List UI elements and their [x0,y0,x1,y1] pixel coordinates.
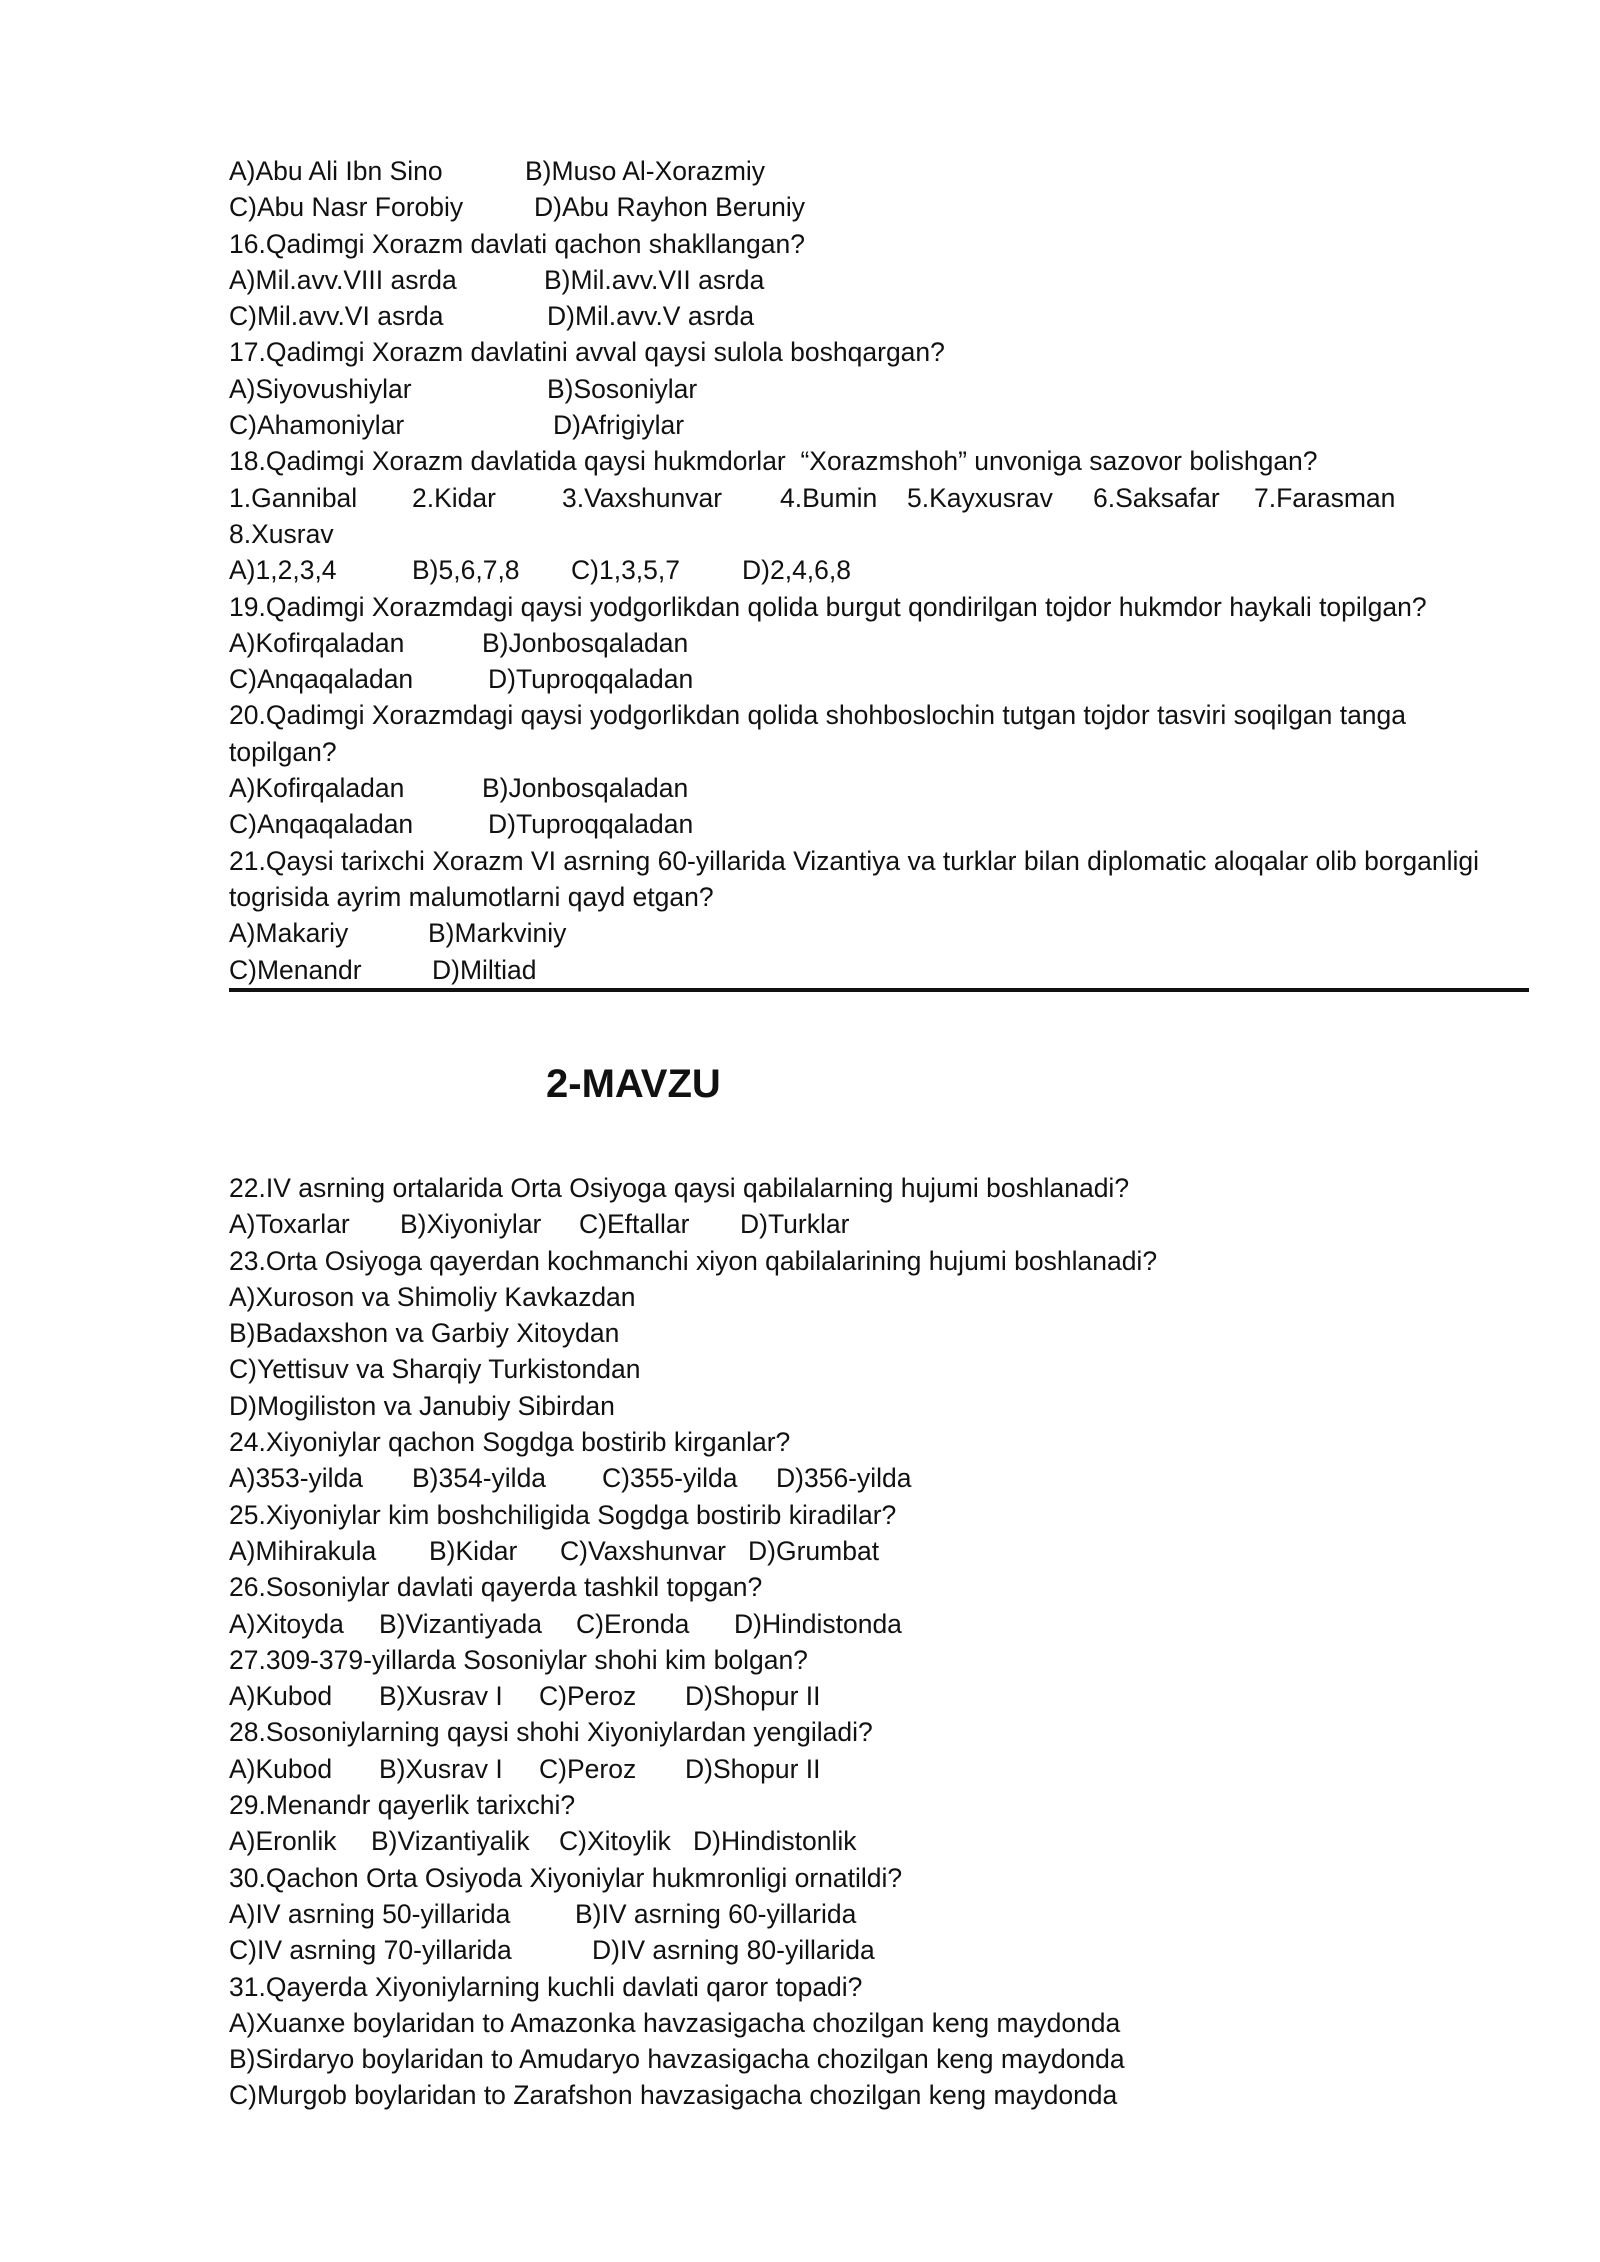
answer-option: 3.Vaxshunvar [562,482,723,513]
answer-option: B)Xusrav I [379,1753,503,1784]
text-segment: 18.Qadimgi Xorazm davlatida qaysi hukmdorlar “Xorazmshoh” unvoniga sazovor bolishgan? [229,446,1318,477]
text-line [229,1969,1529,2005]
text-segment: 16.Qadimgi Xorazm davlati qachon shakllangan? [229,228,805,259]
text-segment: 20.Qadimgi Xorazmdagi qaysi yodgorlikdan qolida shohboslochin tutgan tojdor tasviri soqilgan tanga [229,700,1407,731]
answer-option: D)Hindistonda [734,1608,902,1639]
text-line [229,1860,1529,1896]
answer-option: D)356-yilda [776,1463,912,1494]
text-line [229,153,1529,189]
answer-option: 4.Bumin [780,482,878,513]
text-segment: 26.Sosoniylar davlati qayerda tashkil topgan? [229,1572,763,1603]
text-line [229,1170,1529,1206]
section-heading: 2-MAVZU [546,1062,721,1106]
text-line [229,189,1529,225]
answer-option: C)1,3,5,7 [571,555,681,586]
answer-option: D)Shopur II [685,1753,821,1784]
answer-option: D)Mil.avv.V asrda [547,301,755,332]
text-segment: A)Xuanxe boylaridan to Amazonka havzasigacha chozilgan keng maydonda [229,2007,1121,2038]
answer-option: C)IV asrning 70-yillarida [229,1935,512,1966]
answer-option: A)Mihirakula [229,1535,377,1566]
answer-option: B)IV asrning 60-yillarida [575,1898,857,1929]
answer-option: C)Xitoylik [559,1826,671,1857]
text-line [229,2041,1529,2077]
answer-option: B)Muso Al-Xorazmiy [525,156,766,186]
answer-option: A)353-yilda [229,1463,364,1494]
answer-option: B)Vizantiyada [379,1608,543,1639]
text-line [229,1569,1529,1605]
answer-option: A)Mil.avv.VIII asrda [229,264,457,295]
text-segment: 30.Qachon Orta Osiyoda Xiyoniylar hukmronligi ornatildi? [229,1862,903,1893]
answer-option: A)Siyovushiylar [229,373,412,404]
answer-option: B)Jonbosqaladan [482,627,689,658]
text-line [229,952,1529,988]
text-line [229,2077,1529,2113]
answer-option: D)Tuproqqaladan [488,664,694,695]
text-line [229,480,1529,516]
text-line [229,1279,1529,1315]
text-segment: D)Mogiliston va Janubiy Sibirdan [229,1390,615,1421]
answer-option: B)Jonbosqaladan [482,773,689,804]
text-line [229,1606,1529,1642]
answer-option: D)Grumbat [748,1535,880,1566]
answer-option: D)Miltiad [432,954,537,985]
answer-option: D)Shopur II [685,1681,821,1712]
answer-option: B)Vizantiyalik [371,1826,530,1857]
answer-option: C)Menandr [229,954,362,985]
answer-option: A)Kubod [229,1753,333,1784]
answer-option: C)Mil.avv.VI asrda [229,301,444,332]
answer-option: B)Kidar [429,1535,518,1566]
answer-option: B)5,6,7,8 [412,555,520,586]
text-segment: 24.Xiyoniylar qachon Sogdga bostirib kirganlar? [229,1427,791,1458]
answer-option: A)1,2,3,4 [229,555,337,586]
answer-option: D)Tuproqqaladan [488,809,694,840]
answer-option: A)Makariy [229,918,349,949]
answer-option: B)354-yilda [412,1463,547,1494]
text-segment: B)Sirdaryo boylaridan to Amudaryo havzasigacha chozilgan keng maydonda [229,2044,1125,2075]
text-segment: 29.Menandr qayerlik tarixchi? [229,1790,576,1821]
answer-option: C)Peroz [539,1753,637,1784]
answer-option: A)Eronlik [229,1826,337,1857]
text-line [229,1243,1529,1279]
answer-option: D)IV asrning 80-yillarida [592,1935,875,1966]
text-segment: 31.Qayerda Xiyoniylarning kuchli davlati qaror topadi? [229,1971,863,2002]
text-segment: 21.Qaysi tarixchi Xorazm VI asrning 60-yillarida Vizantiya va turklar bilan diplomatic aloqalar olib borganligi [229,845,1480,876]
text-line [229,1932,1529,1968]
text-line [229,1678,1529,1714]
answer-option: D)Hindistonlik [693,1826,857,1857]
text-line [229,262,1529,298]
answer-option: 5.Kayxusrav [907,482,1053,513]
answer-option: C)Eronda [576,1608,690,1639]
text-segment: C)Murgob boylaridan to Zarafshon havzasigacha chozilgan keng maydonda [229,2080,1118,2111]
answer-option: D)Turklar [740,1209,850,1240]
text-line [229,298,1529,334]
answer-option: C)Anqaqaladan [229,809,414,840]
text-segment: B)Badaxshon va Garbiy Xitoydan [229,1318,620,1349]
answer-option: B)Markviniy [428,918,567,949]
answer-option: 2.Kidar [412,482,496,513]
answer-option: C)Anqaqaladan [229,664,414,695]
text-segment: 8.Xusrav [229,518,334,549]
text-line [229,879,1529,915]
text-line [229,1206,1529,1242]
text-line [229,1787,1529,1823]
text-line [229,734,1529,770]
text-line [229,334,1529,370]
section-divider [229,988,1529,992]
answer-option: D)Abu Rayhon Beruniy [534,192,806,223]
text-segment: 28.Sosoniylarning qaysi shohi Xiyoniylardan yengiladi? [229,1717,873,1748]
text-line [229,697,1529,733]
text-segment: 25.Xiyoniylar kim boshchiligida Sogdga bostirib kiradilar? [229,1499,897,1530]
text-line [229,371,1529,407]
text-segment: A)Xuroson va Shimoliy Kavkazdan [229,1281,636,1312]
answer-option: A)Toxarlar [229,1209,350,1240]
answer-option: A)Kofirqaladan [229,627,405,658]
text-line [229,1460,1529,1496]
text-line [229,589,1529,625]
text-line [229,1497,1529,1533]
text-line [229,1896,1529,1932]
text-line [229,915,1529,951]
text-line [229,1424,1529,1460]
answer-option: C)Ahamoniylar [229,410,405,441]
text-segment: topilgan? [229,736,337,767]
text-segment: 17.Qadimgi Xorazm davlatini avval qaysi sulola boshqargan? [229,337,945,368]
answer-option: B)Xiyoniylar [400,1209,542,1240]
answer-option: A)Kofirqaladan [229,773,405,804]
text-line [229,1315,1529,1351]
text-line [229,407,1529,443]
text-line [229,770,1529,806]
text-segment: 22.IV asrning ortalarida Orta Osiyoga qaysi qabilalarning hujumi boshlanadi? [229,1173,1130,1203]
text-line [229,1714,1529,1750]
answer-option: B)Xusrav I [379,1681,503,1712]
answer-option: D)2,4,6,8 [742,555,852,586]
section-2-questions [229,1170,1529,2114]
text-line [229,1642,1529,1678]
text-line [229,625,1529,661]
text-line [229,661,1529,697]
answer-option: C)Eftallar [579,1209,690,1240]
text-line [229,443,1529,479]
text-line [229,1388,1529,1424]
answer-option: B)Sosoniylar [547,373,698,404]
text-line [229,2005,1529,2041]
answer-option: C)Vaxshunvar [560,1535,726,1566]
answer-option: 6.Saksafar [1093,482,1220,513]
text-line [229,1823,1529,1859]
answer-option: D)Afrigiylar [553,410,685,441]
text-segment: 27.309-379-yillarda Sosoniylar shohi kim bolgan? [229,1644,808,1675]
section-1-questions [229,153,1529,988]
text-line [229,806,1529,842]
text-line [229,552,1529,588]
answer-option: C)Peroz [539,1681,637,1712]
answer-option: A)Xitoyda [229,1608,344,1639]
text-segment: 23.Orta Osiyoga qayerdan kochmanchi xiyon qabilalarining hujumi boshlanadi? [229,1245,1158,1276]
answer-option: A)IV asrning 50-yillarida [229,1898,511,1929]
text-segment: C)Yettisuv va Sharqiy Turkistondan [229,1354,641,1385]
text-line [229,1751,1529,1787]
text-line [229,516,1529,552]
text-segment: togrisida ayrim malumotlarni qayd etgan? [229,881,714,912]
answer-option: C)355-yilda [602,1463,738,1494]
answer-option: B)Mil.avv.VII asrda [544,264,765,295]
answer-option: 1.Gannibal [229,482,358,513]
answer-option: A)Abu Ali Ibn Sino [229,156,443,186]
answer-option: 7.Farasman [1254,482,1396,513]
text-line [229,843,1529,879]
text-line [229,1533,1529,1569]
text-line [229,226,1529,262]
answer-option: A)Kubod [229,1681,333,1712]
text-segment: 19.Qadimgi Xorazmdagi qaysi yodgorlikdan qolida burgut qondirilgan tojdor hukmdor haykali topilgan? [229,591,1427,622]
answer-option: C)Abu Nasr Forobiy [229,192,464,223]
text-line [229,1351,1529,1387]
